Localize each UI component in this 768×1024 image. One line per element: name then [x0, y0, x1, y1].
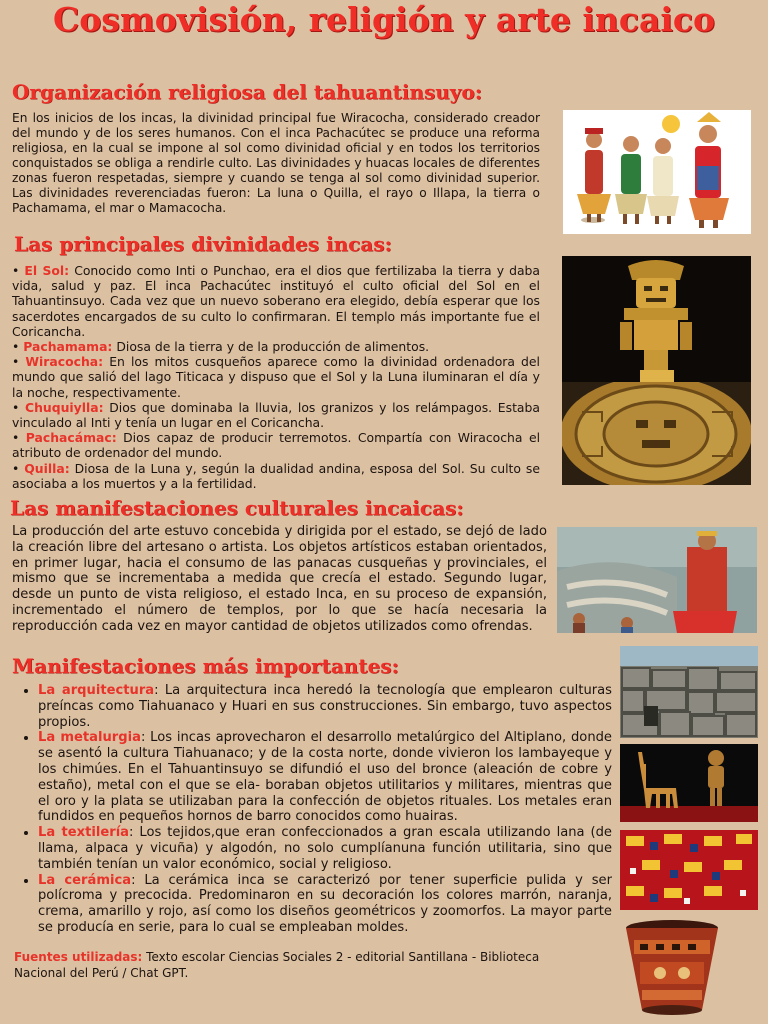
list-item-sol: • El Sol: Conocido como Inti o Punchao, era el dios que fertilizaba la tierra y daba vida, salud y paz. El inca Pachacútec instituyó el culto oficial del Sol en el Tahuantinsuyo. Cada vez que un nuevo soberano era elegido, debía esperar que los sacerdotes encargados de su culto lo confirmaran. El templo más importante fue el Coricancha. [12, 263, 540, 339]
section-heading-organizacion: Organización religiosa del tahuantinsuyo: [12, 80, 483, 104]
sources-note: Fuentes utilizadas: Texto escolar Ciencias Sociales 2 - editorial Santillana - Biblioteca Nacional del Perú / Chat GPT. [14, 950, 540, 980]
page-title: Cosmovisión, religión y arte incaico [53, 0, 715, 39]
sources-label: Fuentes utilizadas: [14, 950, 143, 964]
inca-construction-painting [557, 527, 757, 633]
divinidades-list [12, 263, 540, 491]
list-item-metalurgia: • La metalurgia: Los incas aprovecharon el desarrollo metalúrgico del Altiplano, donde se asentó la cultura Tiahuanaco; y de la costa norte, donde vivieron los lambayeque y los chimúes. En el Tahuantinsuyo se difundió el uso del bronce (aleación de cobre y estaño), metal con el que se ela- boraban objetos utilitarios y militares, mientras que el oro y la plata se utilizaban para la confección de objetos rituales. Los metales eran fundidos en pequeños hornos de barro conocidos como huairas. [38, 730, 612, 825]
section-manifestaciones-text: La producción del arte estuvo concebida y dirigida por el estado, se dejó de lado la creación libre del artesano o artista. Los objetos artísticos estaban orientados, en primer lugar, hacia el consumo de las panacas cusqueñas y provinciales, el mismo que se incrementaba a medida que crecía el estado. Segundo lugar, desde un punto de vista religioso, el estado Inca, en su proceso de expansión, incrementado el número de templos, por lo que se hacía necesaria la reproducción cada vez en mayor cantidad de objetos utilizados como ofrendas. [12, 524, 547, 634]
section-heading-divinidades: Las principales divinidades incas: [14, 232, 392, 256]
section-organizacion-text: En los inicios de los incas, la divinidad principal fue Wiracocha, considerado creador del mundo y de los seres humanos. Con el inca Pachacútec se produce una reforma religiosa, en la cual se impone al sol como divinidad oficial y en todos los territorios conquistados se obliga a rendirle culto. Las divinidades y huacas locales de diferentes zonas fueron respetadas, siempre y cuando se tenga al sol como divinidad superior. Las divinidades reverenciadas fueron: La luna o Quilla, el rayo o Illapa, la tierra o Pachamama, el mar o Mamacocha. [12, 111, 540, 215]
inca-people-illustration [563, 110, 751, 234]
list-item-quilla: • Quilla: Diosa de la Luna y, según la dualidad andina, esposa del Sol. Su culto se asociaba a los muertos y a la fertilidad. [12, 460, 540, 491]
gold-sun-disc-photo [562, 382, 751, 485]
list-item-wiracocha: • Wiracocha: En los mitos cusqueños aparece como la divinidad ordenadora del mundo que salió del lago Titicaca y dispuso que el Sol y la Luna iluminaran el día y la noche, respectivamente. [12, 354, 540, 400]
section-heading-manifestaciones: Las manifestaciones culturales incaicas: [10, 496, 464, 520]
list-item-pachamama: • Pachamama: Diosa de la tierra y de la producción de alimentos. [12, 339, 430, 355]
manifestaciones-list [12, 683, 612, 936]
kero-ceramic-vessel-photo [620, 918, 724, 1018]
metal-llama-figurine-photo [620, 744, 758, 822]
list-item-ceramica: • La cerámica: La cerámica inca se caracterizó por tener superficie pulida y ser polícroma y precocida. Predominaron en su decoración los colores marrón, naranja, crema, amarillo y rojo, así como los diseños geométricos y zoomorfos. La mayor parte se producía en serie, para lo cual se empleaban moldes. [38, 873, 612, 936]
gold-idol-photo [562, 256, 751, 382]
inca-textile-photo [620, 830, 758, 910]
inca-stone-wall-photo [620, 646, 758, 738]
list-item-pachacamac: • Pachacámac: Dios capaz de producir terremotos. Compartía con Wiracocha el atributo de ordenador del mundo. [12, 430, 541, 461]
list-item-textileria: • La textilería: Los tejidos,que eran confeccionados a gran escala utilizando lana (de llama, alpaca y vicuña) y algodón, no solo cumplíanuna función utilitaria, sino que también tenían un valor económico, social y religioso. [38, 825, 612, 872]
list-item-arquitectura: • La arquitectura: La arquitectura inca heredó la tecnología que emplearon culturas preíncas como Tiahuanaco y Huari en sus construcciones. Sin embargo, tuvo aspectos propios. [38, 683, 612, 730]
list-item-chuquiylla: • Chuquiylla: Dios que dominaba la lluvia, los granizos y los relámpagos. Estaba vinculado al Inti y tenía un lugar en el Coricancha. [12, 399, 540, 431]
section-heading-mas-importantes: Manifestaciones más importantes: [12, 654, 399, 678]
